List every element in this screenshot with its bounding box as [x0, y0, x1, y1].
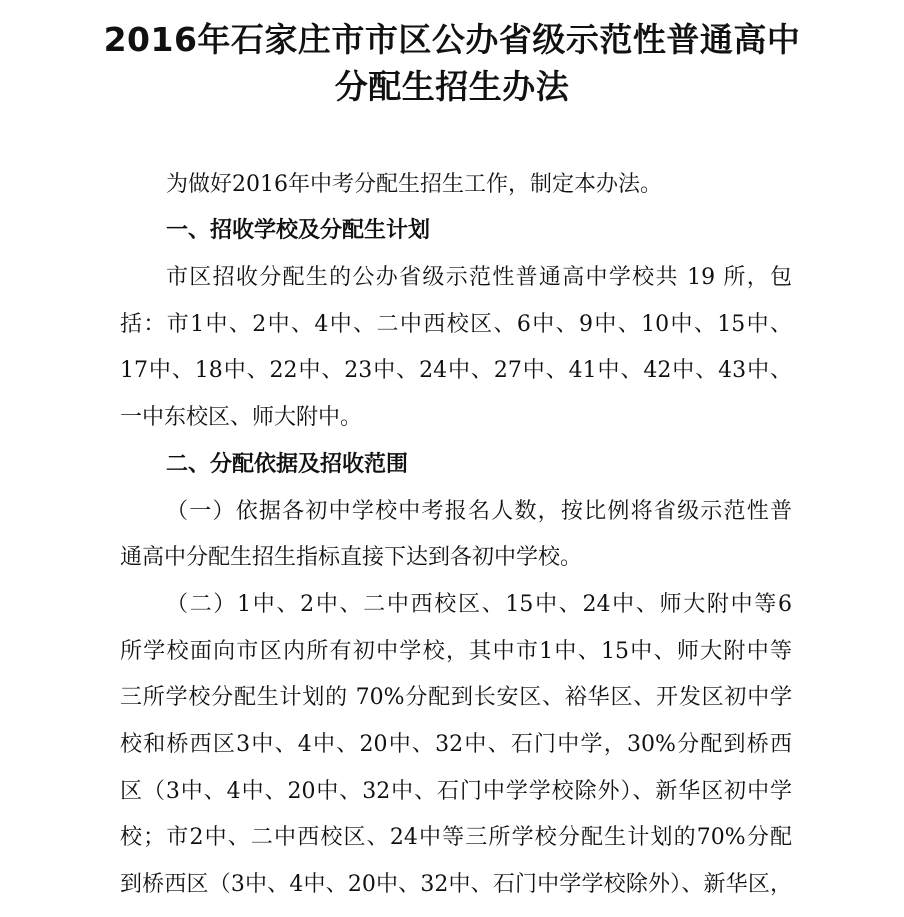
- section-2-item-1-line: （一）依据各初中学校中考报名人数，按比例将省级示范性普: [166, 499, 792, 524]
- section-2-item-1-line: 通高中分配生招生指标直接下达到各初中学校。: [120, 545, 583, 570]
- document-title-line-1: 2016年石家庄市市区公办省级示范性普通高中: [103, 20, 801, 59]
- section-2-item-2-line: 校和桥西区3中、4中、20中、32中、石门中学，30%分配到桥西: [120, 732, 792, 757]
- section-1-line: 括：市1中、2中、4中、二中西校区、6中、9中、10中、15中、: [120, 312, 792, 337]
- section-2-item-2-line: 区（3中、4中、20中、32中、石门中学学校除外）、新华区初中学: [120, 779, 792, 804]
- section-1-heading: 一、招收学校及分配生计划: [166, 218, 431, 243]
- section-2-item-2-line: 到桥西区（3中、4中、20中、32中、石门中学学校除外）、新华区，: [120, 872, 792, 897]
- section-2-item-2-line: （二）1中、2中、二中西校区、15中、24中、师大附中等6: [166, 592, 792, 617]
- section-2-item-2-line: 三所学校分配生计划的 70%分配到长安区、裕华区、开发区初中学: [120, 685, 792, 710]
- section-1-line: 17中、18中、22中、23中、24中、27中、41中、42中、43中、: [120, 358, 792, 383]
- section-2-item-2-line: 所学校面向市区内所有初中学校，其中市1中、15中、师大附中等: [120, 639, 792, 664]
- intro-paragraph: 为做好2016年中考分配生招生工作，制定本办法。: [166, 172, 662, 197]
- section-2-item-2-line: 校；市2中、二中西校区、24中等三所学校分配生计划的70%分配: [120, 825, 792, 850]
- section-1-line: 一中东校区、师大附中。: [120, 405, 363, 430]
- section-2-heading: 二、分配依据及招收范围: [166, 452, 409, 477]
- section-1-line: 市区招收分配生的公办省级示范性普通高中学校共 19 所，包: [166, 265, 792, 290]
- document-title-line-2: 分配生招生办法: [334, 67, 570, 106]
